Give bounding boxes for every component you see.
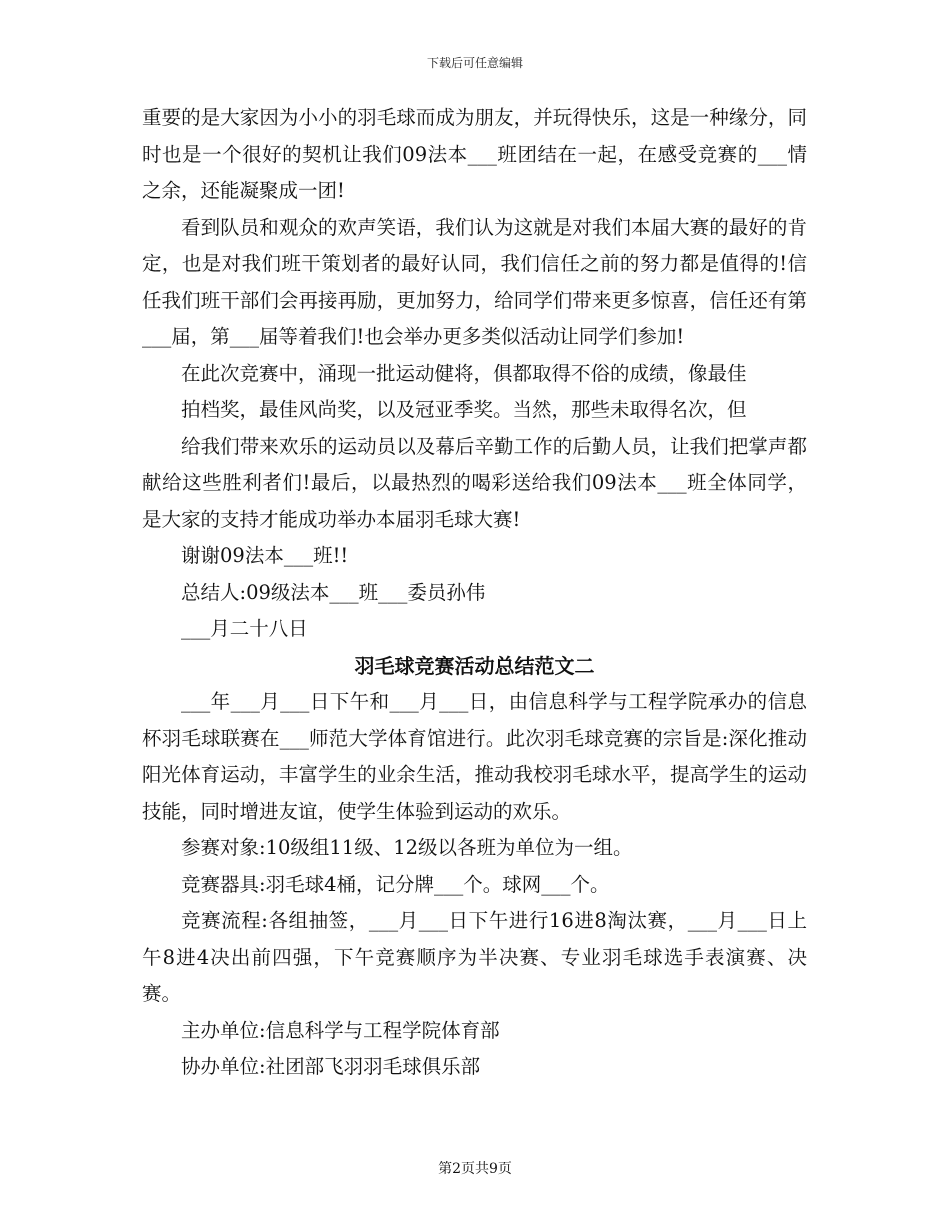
paragraph: 拍档奖，最佳风尚奖，以及冠亚季奖。当然，那些未取得名次，但 xyxy=(181,398,747,421)
document-body xyxy=(142,100,807,1086)
paragraph: 看到队员和观众的欢声笑语，我们认为这就是对我们本届大赛的最好的肯定，也是对我们班干策划者的最好认同，我们信任之前的努力都是值得的!信任我们班干部们会再接再励，更加努力，给同学们带来更多惊喜，信任还有第___届，第___届等着我们!也会举办更多类似活动让同学们参加! xyxy=(142,215,807,348)
date-line: ___月二十八日 xyxy=(181,617,308,640)
paragraph: 主办单位:信息科学与工程学院体育部 xyxy=(181,1018,500,1042)
author-line: 总结人:09级法本___班___委员孙伟 xyxy=(181,580,486,604)
paragraph: 给我们带来欢乐的运动员以及幕后辛勤工作的后勤人员，让我们把掌声都献给这些胜利者们!最后，以最热烈的喝彩送给我们09法本___班全体同学，是大家的支持才能成功举办本届羽毛球大赛! xyxy=(142,434,807,531)
paragraph: 竞赛流程:各组抽签，___月___日下午进行16进8淘汰赛，___月___日上午8进4决出前四强，下午竞赛顺序为半决赛、专业羽毛球选手表演赛、决赛。 xyxy=(142,909,807,1005)
thanks-line: 谢谢09法本___班!! xyxy=(181,544,349,567)
paragraph: 参赛对象:10级组11级、12级以各班为单位为一组。 xyxy=(181,836,633,859)
section-title: 羽毛球竞赛活动总结范文二 xyxy=(354,653,595,678)
paragraph: 重要的是大家因为小小的羽毛球而成为朋友，并玩得快乐，这是一种缘分，同时也是一个很好的契机让我们09法本___班团结在一起，在感受竞赛的___情之余，还能凝聚成一团! xyxy=(142,106,807,202)
paragraph: 竞赛器具:羽毛球4桶，记分牌___个。球网___个。 xyxy=(181,872,610,896)
paragraph: 在此次竞赛中，涌现一批运动健将，俱都取得不俗的成绩，像最佳 xyxy=(181,361,747,385)
page-number: 第2页共9页 xyxy=(438,1161,512,1177)
page-header-note: 下载后可任意编辑 xyxy=(426,56,523,70)
paragraph: ___年___月___日下午和___月___日，由信息科学与工程学院承办的信息杯羽毛球联赛在___师范大学体育馆进行。此次羽毛球竞赛的宗旨是:深化推动阳光体育运动，丰富学生的业余生活，推动我校羽毛球水平，提高学生的运动技能，同时增进友谊，使学生体验到运动的欢乐。 xyxy=(142,690,807,823)
paragraph: 协办单位:社团部飞羽羽毛球俱乐部 xyxy=(181,1055,481,1078)
